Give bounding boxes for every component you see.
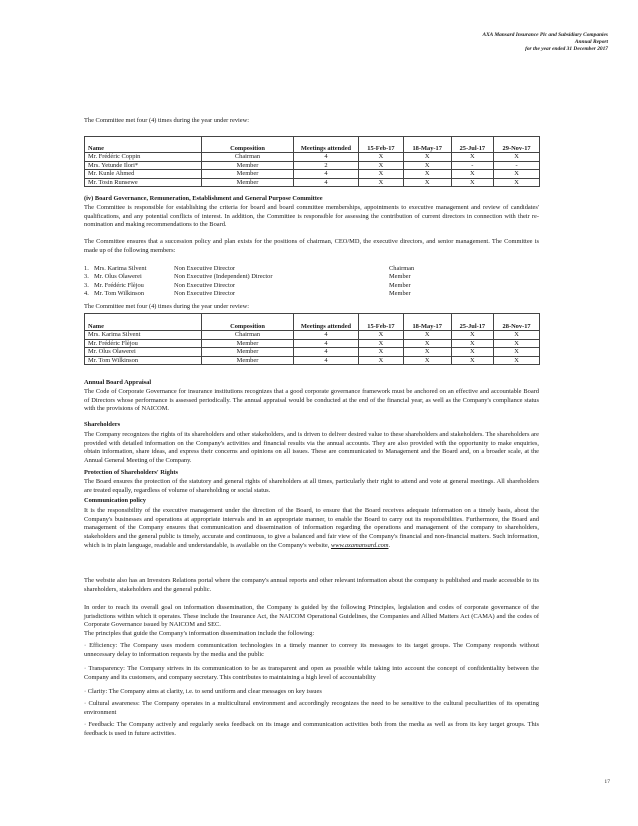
cell-composition: Member xyxy=(202,348,294,357)
cell-date-3: X xyxy=(451,356,494,365)
col-meetings: Meetings attended xyxy=(294,137,359,153)
cell-meetings: 4 xyxy=(294,356,359,365)
cell-date-2: X xyxy=(403,170,451,179)
investors-text: The website also has an Investors Relations portal where the company's annual reports and other relevant information about the company is published and made accessible to its shareholders, stakeholders and the general public. xyxy=(84,577,539,593)
col-date-2: 18-May-17 xyxy=(403,314,451,331)
col-name: Name xyxy=(85,137,202,153)
member-position: Member xyxy=(389,290,411,298)
protection-heading: Protection of Shareholders' Rights xyxy=(84,469,179,476)
table-header-row xyxy=(85,137,540,153)
cell-date-1: X xyxy=(359,356,404,365)
attendance-table-2 xyxy=(84,313,540,365)
principles-lead: The principles that guide the Company's information dissemination include the following: xyxy=(84,630,315,637)
col-meetings: Meetings attended xyxy=(294,314,359,331)
cell-date-1: X xyxy=(359,339,404,348)
cell-date-4: X xyxy=(494,339,540,348)
cell-name: Mr. Tosin Runsewe xyxy=(85,178,202,187)
section-iv-heading: (iv) Board Governance, Remuneration, Establishment and General Purpose Committee xyxy=(84,195,323,202)
section-iv-para-1: The Committee is responsible for establishing the criteria for board and board committee memberships, appointments to executive management and review of candidates' qualifications, and any potential conflicts of interest. In addition, the Committee is responsible for assessing the contribution of current directors in connection with their re-nomination and making recommendations to the Board. xyxy=(84,204,539,229)
cell-date-1: X xyxy=(359,170,404,179)
cell-meetings: 4 xyxy=(294,331,359,340)
cell-date-4: X xyxy=(494,153,540,162)
cell-composition: Chairman xyxy=(202,153,294,162)
cell-date-1: X xyxy=(359,161,404,170)
table-row xyxy=(85,178,540,187)
cell-name: Mr. Tom Wilkinson xyxy=(85,356,202,365)
cell-date-3: X xyxy=(451,153,494,162)
cell-name: Mrs. Karima Silvent xyxy=(85,331,202,340)
cell-date-2: X xyxy=(403,161,451,170)
list-item xyxy=(84,265,540,273)
member-number: 1. xyxy=(84,265,89,272)
list-item xyxy=(84,282,540,290)
member-position: Member xyxy=(389,273,411,281)
shareholders-text: The Company recognizes the rights of its shareholders and other stakeholders, and is driven to deliver desired value to these shareholders and stakeholders. The shareholders are provided with detailed information on the Company's activities and financial results via the annual accounts. They are also provided with the opportunity to make enquiries, obtain information, share ideas, and express their concerns and opinions on all issues. These are communicated to Management and the Board and, on a broader scale, at the Annual General Meeting of the Company. xyxy=(84,431,539,465)
appraisal-heading: Annual Board Appraisal xyxy=(84,379,152,386)
communication-period: . xyxy=(388,541,391,549)
col-name: Name xyxy=(85,314,202,331)
page-number: 17 xyxy=(604,779,610,785)
communication-text xyxy=(84,507,539,551)
cell-composition: Member xyxy=(202,356,294,365)
member-name: Mr. Tom Wilkinson xyxy=(94,290,145,298)
cell-date-2: X xyxy=(403,356,451,365)
table-row xyxy=(85,331,540,340)
principle-efficiency: · Efficiency: The Company uses modern communication technologies in a timely manner to convey its messages to its target groups. The Company responds without unnecessary delay to information requests by the media and the public xyxy=(84,642,539,658)
col-date-1: 15-Feb-17 xyxy=(359,137,404,153)
cell-composition: Member xyxy=(202,170,294,179)
cell-date-3: X xyxy=(451,170,494,179)
col-composition: Composition xyxy=(202,137,294,153)
col-date-4: 29-Nov-17 xyxy=(494,137,540,153)
table-header-row xyxy=(85,314,540,331)
col-date-1: 15-Feb-17 xyxy=(359,314,404,331)
member-name: Mr. Olus Olawerei xyxy=(94,273,142,281)
cell-date-2: X xyxy=(403,178,451,187)
cell-date-3: - xyxy=(451,161,494,170)
member-role: Non Executive Director xyxy=(174,281,236,289)
cell-date-4: X xyxy=(494,178,540,187)
cell-date-1: X xyxy=(359,348,404,357)
member-position: Chairman xyxy=(389,265,415,272)
cell-meetings: 2 xyxy=(294,161,359,170)
principle-clarity: · Clarity: The Company aims at clarity, i.e. to send uniform and clear messages on key issues xyxy=(84,688,322,695)
cell-composition: Member xyxy=(202,339,294,348)
cell-date-3: X xyxy=(451,331,494,340)
table2-intro: The Committee met four (4) times during the year under review: xyxy=(84,303,250,310)
cell-date-1: X xyxy=(359,153,404,162)
cell-composition: Member xyxy=(202,161,294,170)
cell-date-4: - xyxy=(494,161,540,170)
shareholders-heading: Shareholders xyxy=(84,421,121,428)
col-date-2: 18-May-17 xyxy=(403,137,451,153)
cell-date-1: X xyxy=(359,331,404,340)
cell-name: Mr. Olus Olawerei xyxy=(85,348,202,357)
member-name: Mrs. Karima Silvent xyxy=(94,265,147,272)
cell-name: Mr. Frédéric Coppin xyxy=(85,153,202,162)
col-composition: Composition xyxy=(202,314,294,331)
cell-date-4: X xyxy=(494,170,540,179)
appraisal-text: The Code of Corporate Governance for insurance institutions recognizes that a good corporate governance framework must be anchored on an effective and accountable Board of Directors whose performance is assessed periodically. The annual appraisal would be conducted at the end of the financial year, as well as the Company's compliance status with the provisions of NAICOM. xyxy=(84,388,539,413)
table-row xyxy=(85,153,540,162)
report-header xyxy=(482,32,608,54)
cell-meetings: 4 xyxy=(294,348,359,357)
header-company: AXA Mansard Insurance Plc and Subsidiary Companies xyxy=(482,32,608,38)
list-item xyxy=(84,273,540,281)
cell-date-3: X xyxy=(451,339,494,348)
table1-intro: The Committee met four (4) times during the year under review: xyxy=(84,117,250,124)
member-role: Non Executive Director xyxy=(174,265,236,272)
principle-transparency: · Transparency: The Company strives in its communication to be as transparent and open as possible while taking into account the concept of confidentiality between the Company and its customers, and company secretary. This contributes to maintaining a high level of accountability xyxy=(84,665,539,681)
cell-date-4: X xyxy=(494,356,540,365)
cell-date-4: X xyxy=(494,348,540,357)
header-period: for the year ended 31 December 2017 xyxy=(525,46,608,53)
principle-cultural-awareness: · Cultural awareness: The Company operates in a multicultural environment and accordingly recognizes the need to be sensitive to the cultural peculiarities of its operating environment xyxy=(84,700,539,716)
cell-composition: Chairman xyxy=(202,331,294,340)
table-row xyxy=(85,170,540,179)
cell-meetings: 4 xyxy=(294,153,359,162)
member-role: Non Executive (Independent) Director xyxy=(174,273,273,281)
table-row xyxy=(85,161,540,170)
cell-date-2: X xyxy=(403,339,451,348)
cell-composition: Member xyxy=(202,178,294,187)
cell-meetings: 4 xyxy=(294,170,359,179)
col-date-3: 25-Jul-17 xyxy=(451,137,494,153)
section-iv-para-2: The Committee ensures that a succession policy and plan exists for the positions of chairman, CEO/MD, the executive directors, and senior management. The Committee is made up of the following members: xyxy=(84,238,539,254)
member-position: Member xyxy=(389,281,411,289)
protection-text: The Board ensures the protection of the statutory and general rights of shareholders at all times, particularly their right to attend and vote at general meetings. All shareholders are treated equally, regardless of volume of shareholding or social status. xyxy=(84,478,539,494)
member-name: Mr. Frédéric Flèjou xyxy=(94,281,144,289)
table-row xyxy=(85,348,540,357)
attendance-table-1 xyxy=(84,136,540,187)
cell-meetings: 4 xyxy=(294,178,359,187)
cell-date-2: X xyxy=(403,331,451,340)
company-website-link[interactable]: www.axamansard.com xyxy=(330,541,389,549)
cell-date-2: X xyxy=(403,153,451,162)
list-item xyxy=(84,290,540,298)
col-date-3: 25-Jul-17 xyxy=(451,314,494,331)
member-number: 4. xyxy=(84,290,89,298)
header-title: Annual Report xyxy=(574,39,608,46)
cell-date-1: X xyxy=(359,178,404,187)
cell-name: Mrs. Yetunde Ilori* xyxy=(85,161,202,170)
cell-name: Mr. Kunle Ahmed xyxy=(85,170,202,179)
cell-meetings: 4 xyxy=(294,339,359,348)
principles-intro: In order to reach its overall goal on information dissemination, the Company is guided by the following Principles, legislation and codes of corporate governance of the jurisdictions within which it operates. These include the Insurance Act, the NAICOM Operational Guidelines, the Companies and Allied Matters Act (CAMA) and the codes of Corporate Governance issued by NAICOM and SEC. xyxy=(84,604,539,629)
cell-date-4: X xyxy=(494,331,540,340)
table-row xyxy=(85,356,540,365)
cell-name: Mr. Frédéric Flèjou xyxy=(85,339,202,348)
col-date-4: 28-Nov-17 xyxy=(494,314,540,331)
principle-feedback: · Feedback: The Company actively and regularly seeks feedback on its image and communication activities both from the media as well as from its key target groups. This feedback is used in future activities. xyxy=(84,721,539,737)
cell-date-2: X xyxy=(403,348,451,357)
member-number: 3. xyxy=(84,281,89,289)
member-number: 3. xyxy=(84,273,89,281)
cell-date-3: X xyxy=(451,348,494,357)
communication-body: It is the responsibility of the executive management under the direction of the Board, to ensure that the Board receives adequate information on a timely basis, about the Company's businesses and operations at appropriate intervals and in an appropriate manner, to enable the Board to carry out its responsibilities. Furthermore, the Board and management of the Company ensures that communication and dissemination of information regarding the operations and management of the company to shareholders, stakeholders and the general public is timely, accurate and continuous, to give a balanced and fair view of the Company's financial and non-financial matters. Such information, which is in plain language, readable and understandable, is available on the Company's website, xyxy=(84,507,539,549)
communication-heading: Communication policy xyxy=(84,497,146,504)
committee-members-list xyxy=(84,265,540,299)
cell-date-3: X xyxy=(451,178,494,187)
table-row xyxy=(85,339,540,348)
member-role: Non Executive Director xyxy=(174,290,236,298)
